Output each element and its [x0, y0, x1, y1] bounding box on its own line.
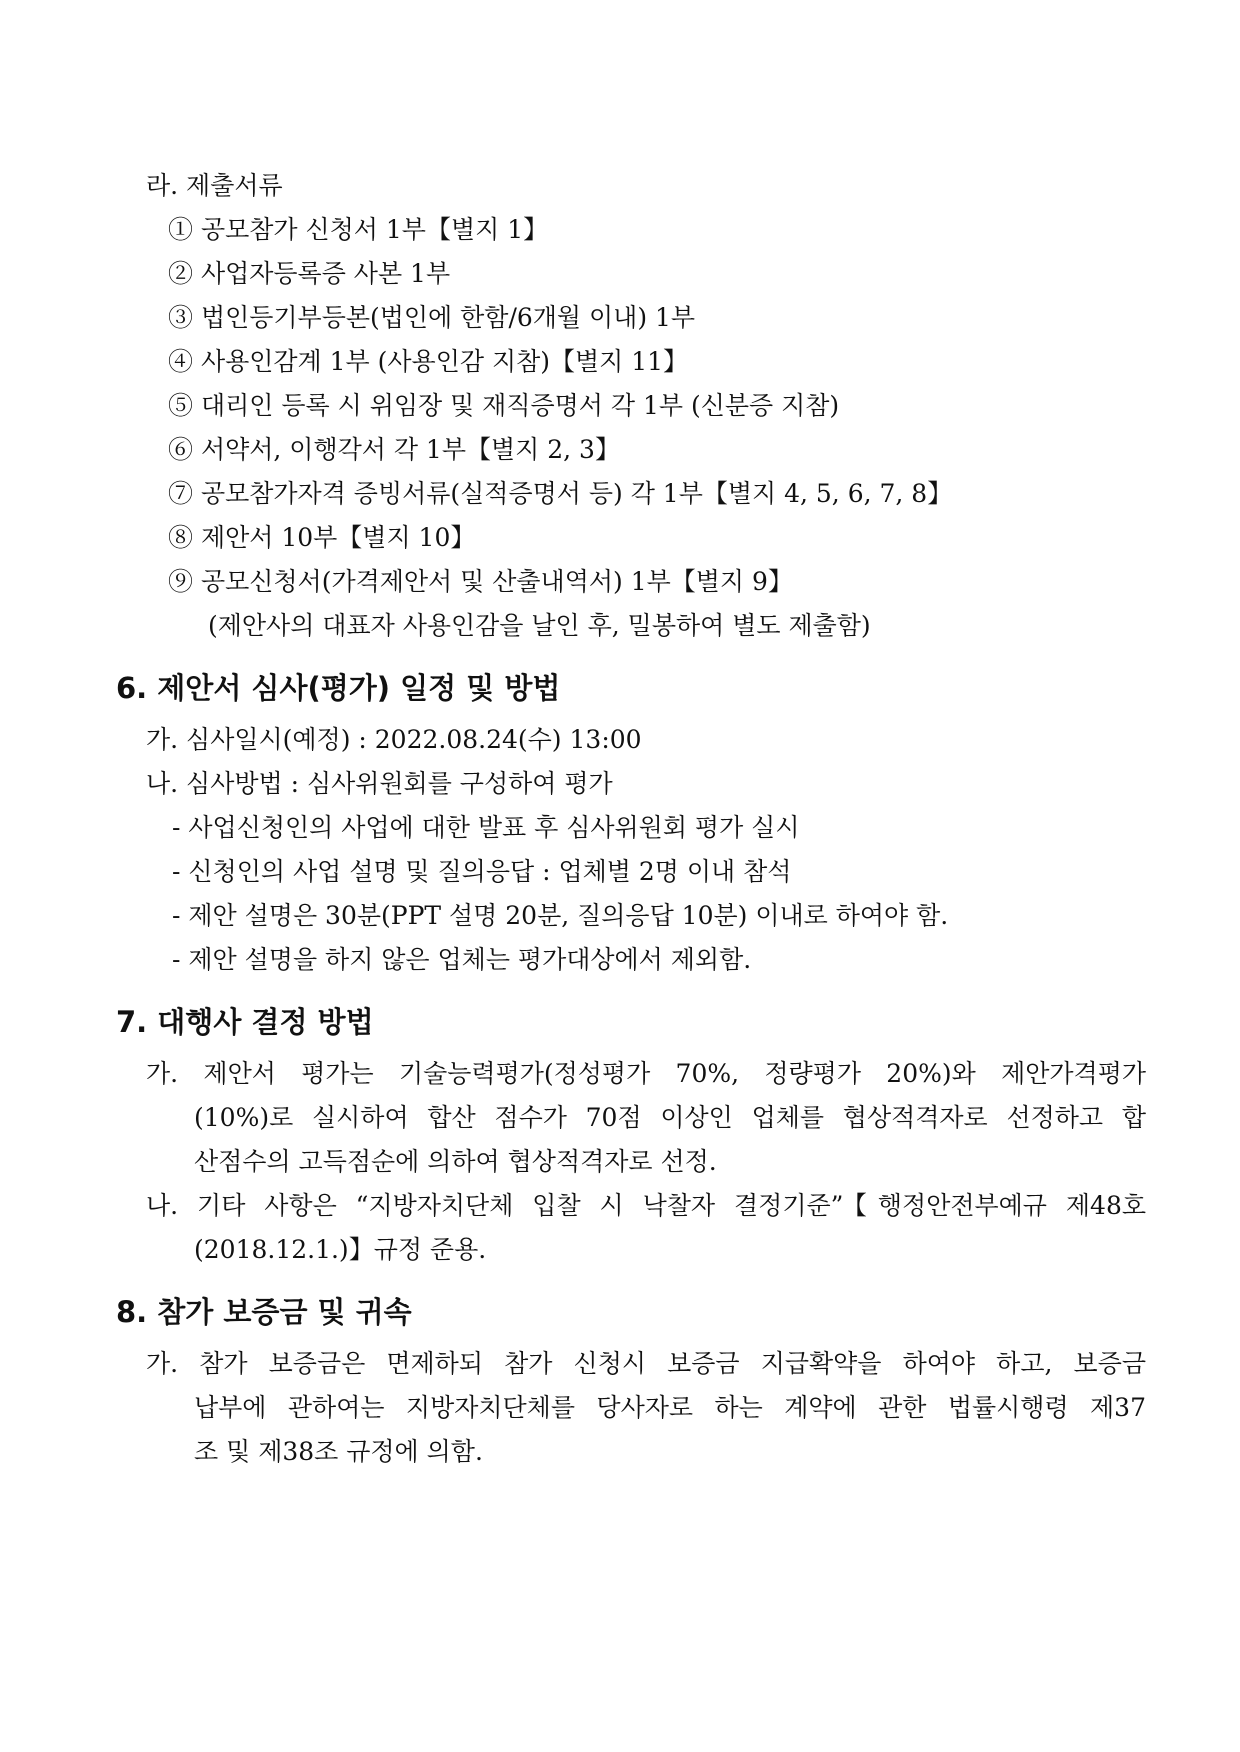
document-item-6: ⑥ 서약서, 이행각서 각 1부【별지 2, 3】: [168, 435, 620, 464]
section-6-bullet-1: - 사업신청인의 사업에 대한 발표 후 심사위원회 평가 실시: [172, 813, 800, 842]
section-7-na-line-1: 나. 기타 사항은 “지방자치단체 입찰 시 낙찰자 결정기준”【행정안전부예규 제48호: [146, 1191, 1146, 1220]
section-8-ga-line-2: 납부에 관하여는 지방자치단체를 당사자로 하는 계약에 관한 법률시행령 제37: [194, 1393, 1146, 1422]
section-6-title: 6. 제안서 심사(평가) 일정 및 방법: [116, 671, 561, 705]
document-item-9-note: (제안사의 대표자 사용인감을 날인 후, 밀봉하여 별도 제출함): [208, 611, 871, 640]
document-item-7: ⑦ 공모참가자격 증빙서류(실적증명서 등) 각 1부【별지 4, 5, 6, 7, 8】: [168, 479, 953, 508]
section-8-ga-line-3: 조 및 제38조 규정에 의함.: [194, 1437, 483, 1466]
document-item-9: ⑨ 공모신청서(가격제안서 및 산출내역서) 1부【별지 9】: [168, 567, 793, 596]
section-6-ga: 가. 심사일시(예정) : 2022.08.24(수) 13:00: [146, 725, 642, 754]
section-6-bullet-4: - 제안 설명을 하지 않은 업체는 평가대상에서 제외함.: [172, 945, 752, 974]
document-item-2: ② 사업자등록증 사본 1부: [168, 259, 451, 288]
document-item-1: ① 공모참가 신청서 1부【별지 1】: [168, 215, 549, 244]
section-8-ga-line-1: 가. 참가 보증금은 면제하되 참가 신청시 보증금 지급확약을 하여야 하고, 보증금: [146, 1349, 1146, 1378]
section-8-title: 8. 참가 보증금 및 귀속: [116, 1295, 412, 1329]
section-7-title: 7. 대행사 결정 방법: [116, 1005, 374, 1039]
section-6-bullet-2: - 신청인의 사업 설명 및 질의응답 : 업체별 2명 이내 참석: [172, 857, 792, 886]
document-item-4: ④ 사용인감계 1부 (사용인감 지참)【별지 11】: [168, 347, 689, 376]
section-6-bullet-3: - 제안 설명은 30분(PPT 설명 20분, 질의응답 10분) 이내로 하여야 함.: [172, 901, 949, 930]
section-7-ga-line-3: 산점수의 고득점순에 의하여 협상적격자로 선정.: [194, 1147, 717, 1176]
section-ra-heading: 라. 제출서류: [146, 171, 283, 200]
document-item-3: ③ 법인등기부등본(법인에 한함/6개월 이내) 1부: [168, 303, 696, 332]
document-item-5: ⑤ 대리인 등록 시 위임장 및 재직증명서 각 1부 (신분증 지참): [168, 391, 840, 420]
section-6-na: 나. 심사방법 : 심사위원회를 구성하여 평가: [146, 769, 613, 798]
section-7-na-line-2: (2018.12.1.)】규정 준용.: [194, 1235, 487, 1264]
section-7-ga-line-2: (10%)로 실시하여 합산 점수가 70점 이상인 업체를 협상적격자로 선정하고 합: [194, 1103, 1146, 1132]
section-7-ga-line-1: 가. 제안서 평가는 기술능력평가(정성평가 70%, 정량평가 20%)와 제안가격평가: [146, 1059, 1146, 1088]
document-item-8: ⑧ 제안서 10부【별지 10】: [168, 523, 476, 552]
